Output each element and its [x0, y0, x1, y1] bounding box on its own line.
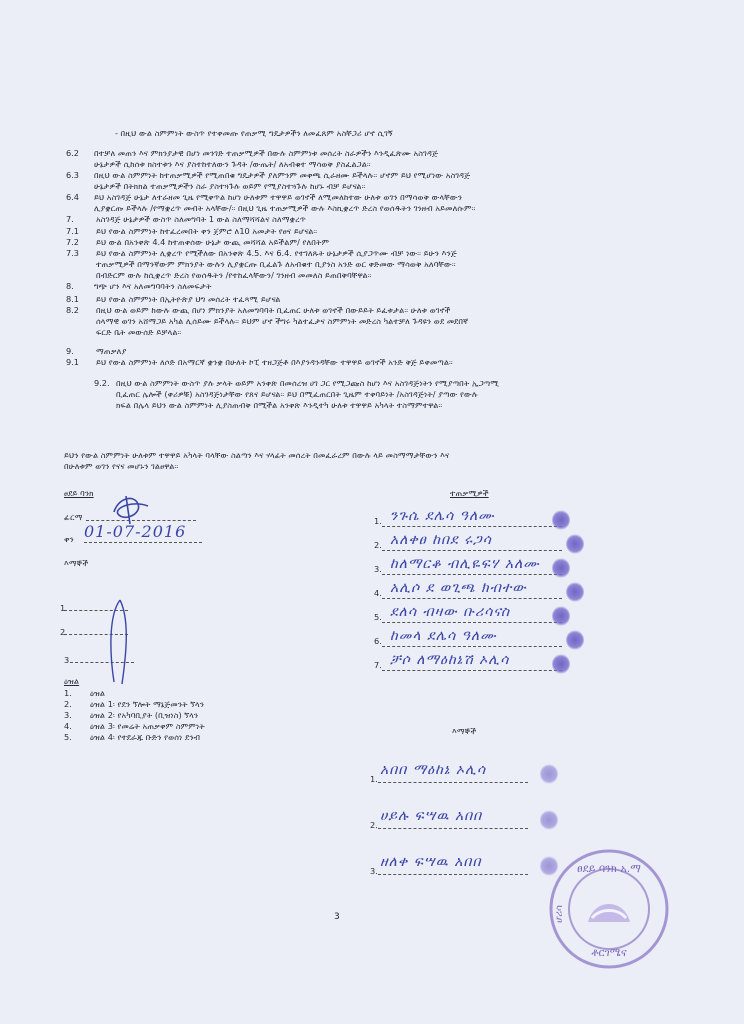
clause-number: 9.1 — [66, 357, 80, 367]
clause-number: 6.2 — [66, 148, 80, 158]
clause-line: ክፍል በሌላ ይህን ውል ስምምነት ሊያስጠብቅ በሚችል አንቀጽ እንዲተካ ሁለቱ ተዋዋይ አካላት ተስማምተዋል። — [116, 400, 443, 410]
left-witness-num-2: 2 — [60, 627, 66, 637]
clause-number: 8.2 — [66, 305, 80, 315]
clause-number: 9.2. — [94, 378, 110, 388]
witness-number: 1. — [370, 774, 378, 784]
clause-line: በዚህ ውል ስምምነት ከተጠቃሚዎች የሚጠበቁ ግዴታዎች ያለምንም መቀጫ ሲራዘሙ ይችላሉ። ሆኖም ይህ የሚሆነው አስገዳጅ — [94, 170, 471, 180]
witness-sign-line — [378, 828, 528, 829]
clause-line: ይህ አስገዳጅ ሁኔታ ለተራዘመ ጊዜ የሚቀጥል ከሆነ ሁለቱም ተዋዋይ ወገኖች ለሚመለከተው ሁለቱ ወገን በማሳወቅ ውላቸውን — [94, 192, 463, 202]
date-line — [84, 542, 202, 543]
attachment-item: ዕዝል 1፡ የደን ኘሎት ማኔጅመንት ኘላን — [90, 699, 205, 709]
stamp-left-text: ሆሪሳ — [554, 905, 565, 923]
clause-line: ሁኔታዎች ሲከሰቱ ክስተቱን እና ያስተከተለውን ጉዳት /ውጤት/ ለአብቁተ ማሳወቅ ያስፈልጋል። — [94, 159, 371, 169]
stamp-top-text: ፀደይ ባንክ አ.ማ — [577, 862, 641, 875]
bank-stamp — [548, 848, 670, 970]
conclusion-line-2: በሁለቱም ወገን የናና መሆኑን ገልፀዋል። — [64, 461, 179, 471]
right-witnesses-title: እማኞች — [452, 726, 477, 736]
witness-number: 3. — [370, 866, 378, 876]
date-value: 01-07-2016 — [84, 522, 187, 541]
clause-number: 7.1 — [66, 226, 80, 236]
witness-signature: አበበ ማዕከኔ ኦሊሳ — [380, 762, 487, 778]
page-number: 3 — [334, 912, 340, 922]
attachment-number: 4. — [64, 721, 72, 731]
beneficiary-number: 6. — [374, 636, 382, 646]
clause-line: ይህ የውል ስምምነት ለሶድ በአማርኛ ቋንቋ በሁለት ኮፒ ተዘጋጅቶ በእያንዳንዳቸው ተዋዋይ ወገኖች አንድ ቅጅ ይቀመጣል። — [96, 357, 453, 367]
witness-sign-line — [378, 874, 528, 875]
beneficiary-number: 2. — [374, 540, 382, 550]
clause-number: 6.3 — [66, 170, 80, 180]
clause-line: ተጠቃሚዎች በማንኛውም ምክንያት ውሉን ሊያቋርጡ ቢፈልጉ ለአብቁተ ቢያንስ አንድ ወር ቀድመው ማሳወቅ አለባቸው። — [96, 259, 456, 269]
beneficiary-sign-line — [382, 526, 562, 527]
clause-number: 8.1 — [66, 294, 80, 304]
beneficiary-sign-line — [382, 646, 562, 647]
stamp-bottom-text: ቶርገሜና — [591, 946, 627, 959]
clause-line: አስገዳጅ ሁኔታዎች ውስጥ ስለመግባት 1 ውል ስለማሻሻልና ስለማቋረጥ — [96, 214, 306, 224]
thumbprint-icon — [540, 764, 558, 784]
clause-line: ቢፈጠር ሌሎች (ቀሪዎቹ) አስገዳጅነታቸው የጸና ይሆናል። ይህ በሚፈጠርበት ጊዜም ተቀባይነት /አስገዳጅነት/ ያጣው የውሉ — [116, 389, 478, 399]
witness-number: 2. — [370, 820, 378, 830]
beneficiary-number: 7. — [374, 660, 382, 670]
left-witnesses-label: እማኞች — [64, 558, 89, 568]
clause-line: በዚህ ውል ስምምነት ውስጥ ያሉ ቃላት ወይም አንቀጽ በመሰረዝ ሀገ ጋር የሚጋጩስ ከሆነ እና አስገዳጅነትን የሚያጣበት ኢጋጣሚ — [116, 378, 499, 388]
clause-line: ይህ የውል ስምምነት በኢትዮጵያ ህግ መሰረት ተፈጻሚ ይሆናል — [96, 294, 281, 304]
left-witness-num-1: 1 — [60, 603, 66, 613]
clause-line: ሊያቋርጡ ይችላሉ /የማቋረጥ መብት አላቸው/። በዚህ ጊዜ ተጠቃሚዎች ውሉ እስኪቋረጥ ድረስ የወሰዱትን ገንዘብ አይመለሱም። — [94, 203, 476, 213]
beneficiary-signature: አሊሶ ደ ወጊጫ ክብተው — [390, 580, 527, 596]
attachment-item: ዕዝል 2፡ የአካባቢያት (ቢዝነስ) ኘላን — [90, 710, 199, 720]
clause-number: 7.2 — [66, 237, 80, 247]
thumbprint-icon — [566, 582, 584, 602]
clause-line: ማጠቃለያ — [96, 346, 127, 356]
left-witness-num-3: 3 — [64, 655, 70, 665]
beneficiary-signature: ከመላ ደሌሳ ዓለሙ — [390, 628, 497, 644]
witness-signature: ዘለቀ ፍሣዉ አበበ — [380, 854, 482, 870]
thumbprint-icon — [540, 856, 558, 876]
beneficiary-signature: ደለሳ ብዛው ቡሪሳናስ — [390, 604, 511, 620]
beneficiary-sign-line — [382, 670, 562, 671]
attachment-number: 2. — [64, 699, 72, 709]
thumbprint-icon — [552, 654, 570, 674]
date-label: ቀን — [64, 534, 74, 544]
clause-line: በተቻለ መጠን እና ምክንያታዊ በሆነ መንገድ ተጠቃሚዎች በውሉ ስምምነቱ መሰረት ስራዎችን እንዲፈጽሙ አስገዳጅ — [94, 148, 439, 158]
thumbprint-icon — [552, 558, 570, 578]
clause-line: ግጭ ሆን እና አለመግባባትን ስለመፍታት — [94, 281, 212, 291]
thumbprint-icon — [552, 510, 570, 530]
clause-number: 7.3 — [66, 248, 80, 258]
clause-line: በዚህ ውል ወይም ከውሉ ውጪ በሆነ ምክንያት አለመግባባት ቢፈጠር ሁለቱ ወገኖች በውይይት ይፈቱታል። ሁለቱ ወገኖች — [96, 305, 451, 315]
clause-number: 7. — [66, 214, 74, 224]
intro-line: - በዚህ ውል ስምምነት ውስጥ የተቀመጡ የጠቃሚ ግዴታዎችን ለመፈጸም አስቸጋሪ ሆኖ ሲገኝ — [115, 128, 393, 138]
beneficiary-sign-line — [382, 622, 562, 623]
clause-number: 8. — [66, 281, 74, 291]
clause-line: ይህ የውል ስምምነት ከተፈረመበት ቀን ጀምሮ ለ10 አመታት የፀና ይሆናል። — [96, 226, 318, 236]
beneficiary-signature: ቻሶ ለማዕከኔሽ ኦሊሳ — [390, 652, 510, 668]
conclusion-line-1: ይህን የውል ስምምነት ሁለቱም ተዋዋይ አካላት ባላቸው ስልጣን እና ሃላፊት መሰረት በመፈራረም በውሉ ላይ መስማማታቸውን እና — [64, 450, 450, 460]
clause-line: ፍርድ ቤት መውሰድ ይቻላል። — [96, 327, 182, 337]
beneficiary-number: 4. — [374, 588, 382, 598]
beneficiary-signature: ንጉሴ ደሌሳ ዓለሙ — [390, 508, 495, 524]
clause-line: ሁኔታዎች በትክክል ተጠቃሚዎችን ስራ ያስተጓጉሉ ወይም የሚያስተጓጉሉ ከሆኑ ብቻ ይሆናል። — [94, 181, 366, 191]
beneficiary-sign-line — [382, 598, 562, 599]
beneficiary-sign-line — [382, 550, 562, 551]
beneficiary-sign-line — [382, 574, 562, 575]
sign-label: ፊርማ — [64, 512, 83, 522]
org-label: ፀደይ ባንክ — [64, 488, 94, 498]
clause-line: ሰላማዊ ወገን አሸማጋይ አካል ሊሰይሙ ይችላሉ። ይህም ሆኖ ችግሩ ካልተፈታና ስምምነት መድረስ ካልተቻለ ጉዳዩን ወደ መደበኛ — [96, 316, 469, 326]
witness-signature: ሀይሉ ፍሣዉ አበበ — [380, 808, 483, 824]
clause-line: በብድርም ውሉ ከሲቋረጥ ድረስ የወሰዱትን /የተከፈላቸውን/ ገንዘብ መመለስ ይጠበቅባቸዋል። — [96, 270, 372, 280]
thumbprint-icon — [566, 534, 584, 554]
clause-line: ይህ ውል በአንቀጽ 4.4 ከተጠቀሰው ሁኔታ ውጪ መሻሻል አይችልም/ የለበትም — [96, 237, 330, 247]
attachment-item: ዕዝል 3፡ የመሬት አጠቃቀም ስምምነት — [90, 721, 205, 731]
clause-line: ይህ የውል ስምምነት ሊቋረጥ የሚችለው በአንቀጽ 4.5. እና 6.4. የተገለጹት ሁኔታዎች ሲያጋጥሙ ብቻ ነው። ይሁን እንጅ — [96, 248, 457, 258]
clause-number: 9. — [66, 346, 74, 356]
beneficiaries-title: ተጠቃሚዎች — [450, 488, 489, 498]
attachment-number: 5. — [64, 732, 72, 742]
attachment-number: 1. — [64, 688, 72, 698]
attachment-number: 3. — [64, 710, 72, 720]
beneficiary-number: 5. — [374, 612, 382, 622]
beneficiary-signature: ከለማርቆ ብሊዬፍሃ አለሙ — [390, 556, 540, 572]
thumbprint-icon — [540, 810, 558, 830]
attachments-title: ዕዝል — [64, 676, 80, 686]
attachment-item: ዕዝል — [90, 688, 106, 698]
beneficiary-number: 1. — [374, 516, 382, 526]
thumbprint-icon — [552, 606, 570, 626]
beneficiary-number: 3. — [374, 564, 382, 574]
beneficiary-signature: አለቀፀ ከበደ ሩጋሳ — [390, 532, 492, 548]
witness-sign-line — [378, 782, 528, 783]
thumbprint-icon — [566, 630, 584, 650]
attachment-item: ዕዝል 4፡ የተደራጁ ቡድን የወሰነ ደንብ — [90, 732, 201, 742]
left-witness-scribble — [100, 596, 140, 688]
bank-signature-mark — [108, 492, 154, 526]
clause-number: 6.4 — [66, 192, 80, 202]
